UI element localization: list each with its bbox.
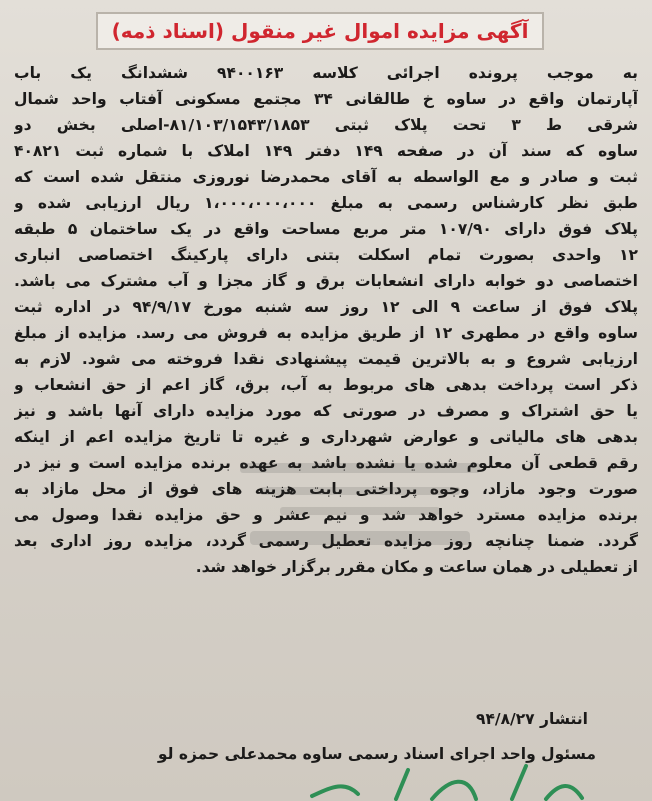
notice-body	[14, 60, 638, 580]
notice-line: گردد. ضمنا چنانچه روز مزایده تعطیل رسمی گردد، مزایده روز اداری بعد	[14, 532, 638, 550]
handwritten-green-mark	[300, 758, 590, 801]
notice-line: از تعطیلی در همان ساعت و مکان مقرر برگزار خواهد شد.	[195, 558, 638, 576]
title-box	[96, 12, 544, 50]
notice-line: ۱۲ واحدی بصورت تمام اسکلت بتنی دارای پارکینگ اختصاصی انباری	[14, 246, 638, 264]
notice-line: پلاک فوق دارای ۱۰۷/۹۰ متر مربع مساحت واقع در یک ساختمان ۵ طبقه	[14, 220, 638, 238]
notice-line: اختصاصی دو خوابه دارای انشعابات برق و گاز مجزا و آب مشترک می باشد.	[14, 272, 638, 290]
notice-line: ذکر است پرداخت بدهی های مربوط به آب، برق، گاز اعم از حق انشعاب و	[14, 376, 638, 394]
notice-line: رقم قطعی آن معلوم شده یا نشده باشد به عهده برنده مزایده است و نیز در	[14, 454, 638, 472]
notice-line: به موجب پرونده اجرائی کلاسه ۹۴۰۰۱۶۳ ششدانگ یک باب	[14, 64, 638, 82]
notice-line: یا حق اشتراک و مصرف در صورتی که مورد مزایده دارای آنها باشد و نیز	[14, 402, 638, 420]
notice-line: پلاک فوق از ساعت ۹ الی ۱۲ روز سه شنبه مورخ ۹۴/۹/۱۷ در اداره ثبت	[14, 298, 638, 316]
publication-date: انتشار ۹۴/۸/۲۷	[476, 710, 588, 728]
notice-line: ساوه که سند آن در صفحه ۱۴۹ دفتر ۱۴۹ املاک با شماره ثبت ۴۰۸۲۱	[14, 142, 638, 160]
notice-line: صورت وجود مازاد، وجوه پرداختی بابت هزینه های فوق از محل مازاد به	[14, 480, 638, 498]
notice-line: ساوه واقع در مطهری ۱۲ از طریق مزایده به فروش می رسد. مزایده از مبلغ	[14, 324, 638, 342]
notice-line: طبق نظر کارشناس رسمی به مبلغ ۱،۰۰۰،۰۰۰،۰۰۰ ریال ارزیابی شده و	[14, 194, 638, 212]
notice-line: بدهی های مالیاتی و عوارض شهرداری و غیره تا تاریخ مزایده اعم از اینکه	[14, 428, 638, 446]
notice-line: شرقی ط ۳ تحت پلاک ثبتی ۸۱/۱۰۳/۱۵۴۳/۱۸۵۳-اصلی بخش دو	[14, 116, 638, 134]
notice-line: برنده مزایده مسترد خواهد شد و نیم عشر و حق مزایده نقدا وصول می	[14, 506, 638, 524]
notice-line: آپارتمان واقع در ساوه خ طالقانی ۳۴ مجتمع مسکونی آفتاب واحد شمال	[14, 90, 638, 108]
notice-line: ارزیابی شروع و به بالاترین قیمت پیشنهادی نقدا فروخته می شود. لازم به	[14, 350, 638, 368]
notice-line: ثبت و صادر و مع الواسطه به آقای محمدرضا نوروزی منتقل شده است که	[14, 168, 638, 186]
notice-title: آگهی مزایده اموال غیر منقول (اسناد ذمه)	[111, 19, 529, 43]
signature-line: مسئول واحد اجرای اسناد رسمی ساوه محمدعلی حمزه لو	[157, 745, 596, 763]
